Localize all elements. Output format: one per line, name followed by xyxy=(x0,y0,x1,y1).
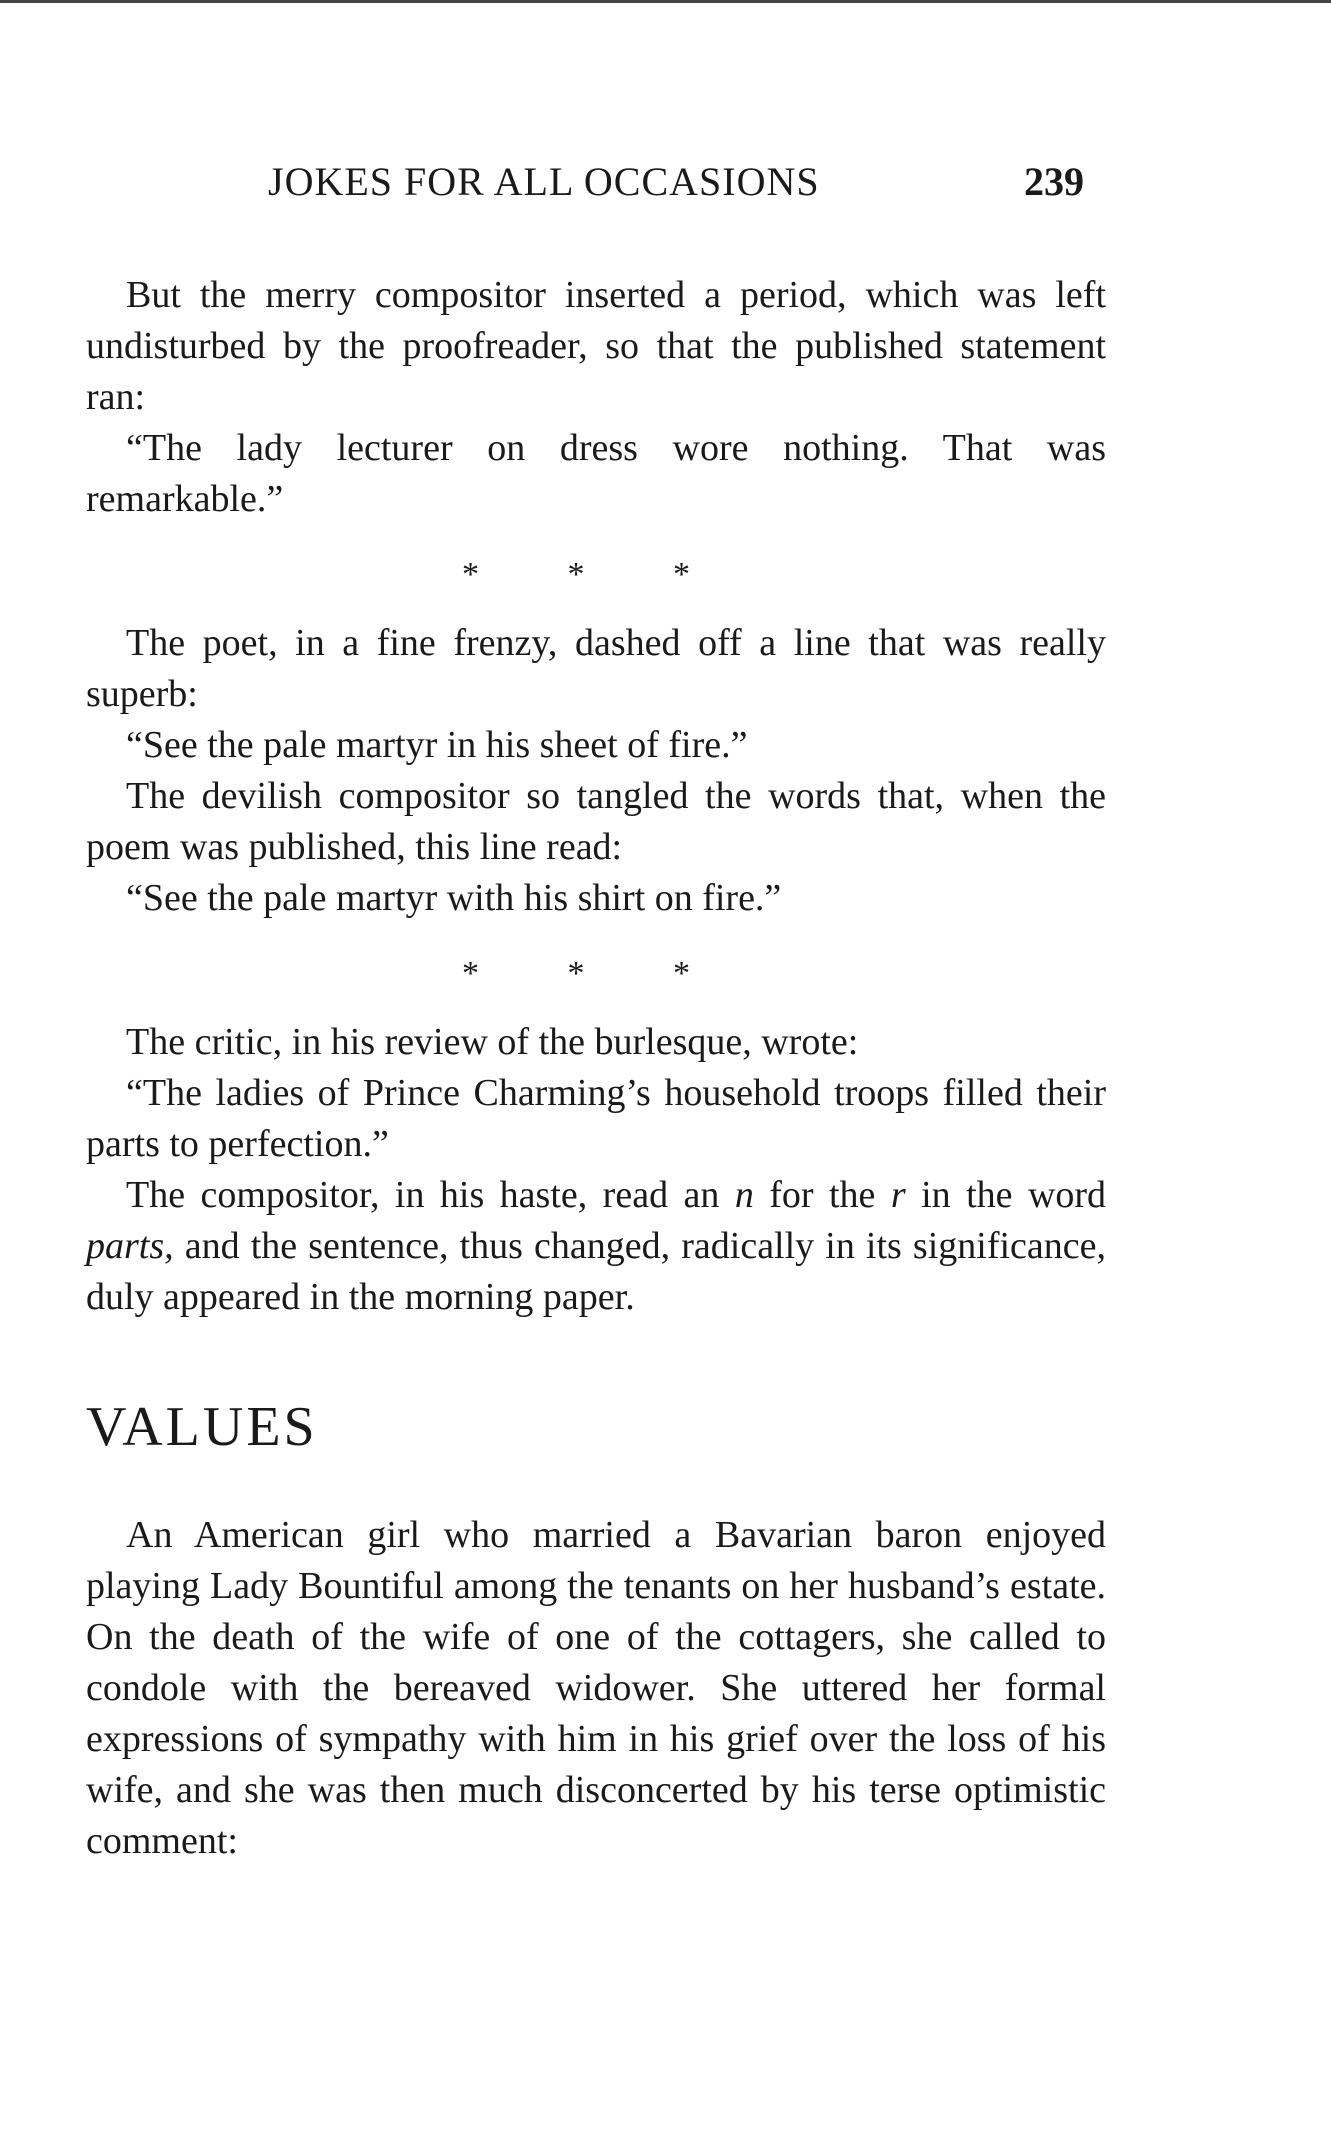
page-number: 239 xyxy=(1024,159,1084,204)
italic-letter-n: n xyxy=(734,1174,754,1216)
quote-paragraph: “The lady lecturer on dress wore nothing. That was remarkable.” xyxy=(86,427,1106,520)
section-separator: * * * xyxy=(462,556,730,593)
paragraph: The critic, in his review of the burlesque, wrote: xyxy=(126,1021,859,1063)
compositor-jokes-section xyxy=(86,270,1106,1323)
values-section xyxy=(86,1510,1106,1867)
quote-paragraph: “See the pale martyr with his shirt on fire.” xyxy=(126,877,782,919)
italic-word-parts: parts, xyxy=(86,1225,174,1267)
text-run: for the xyxy=(769,1174,876,1216)
running-head xyxy=(0,158,1331,218)
paragraph: The poet, in a fine frenzy, dashed off a line that was really superb: xyxy=(86,622,1106,715)
text-run: in the word xyxy=(921,1174,1107,1216)
paragraph xyxy=(86,1170,1106,1323)
quote-paragraph: “See the pale martyr in his sheet of fire.” xyxy=(126,724,748,766)
section-heading-values: VALUES xyxy=(86,1396,318,1458)
paragraph: An American girl who married a Bavarian baron enjoyed playing Lady Bountiful among the tenants on her husband’s estate. On the death of the wife of one of the cottagers, she called to condole with the bereaved widower. She uttered her formal expressions of sympathy with him in his grief over the loss of his wife, and she was then much disconcerted by his terse optimistic comment: xyxy=(86,1514,1106,1862)
paragraph: The devilish compositor so tangled the words that, when the poem was published, this line read: xyxy=(86,775,1106,868)
section-separator: * * * xyxy=(462,955,730,992)
text-run: The compositor, in his haste, read an xyxy=(126,1174,720,1216)
top-edge-rule xyxy=(0,0,1331,3)
running-title: JOKES FOR ALL OCCASIONS xyxy=(268,159,820,204)
quote-paragraph: “The ladies of Prince Charming’s household troops filled their parts to perfection.” xyxy=(86,1072,1106,1165)
text-run: and the sentence, thus changed, radically in its significance, duly appeared in the morning paper. xyxy=(86,1225,1106,1318)
paragraph: But the merry compositor inserted a period, which was left undisturbed by the proofreader, so that the published statement ran: xyxy=(86,274,1106,418)
italic-letter-r: r xyxy=(890,1174,906,1216)
